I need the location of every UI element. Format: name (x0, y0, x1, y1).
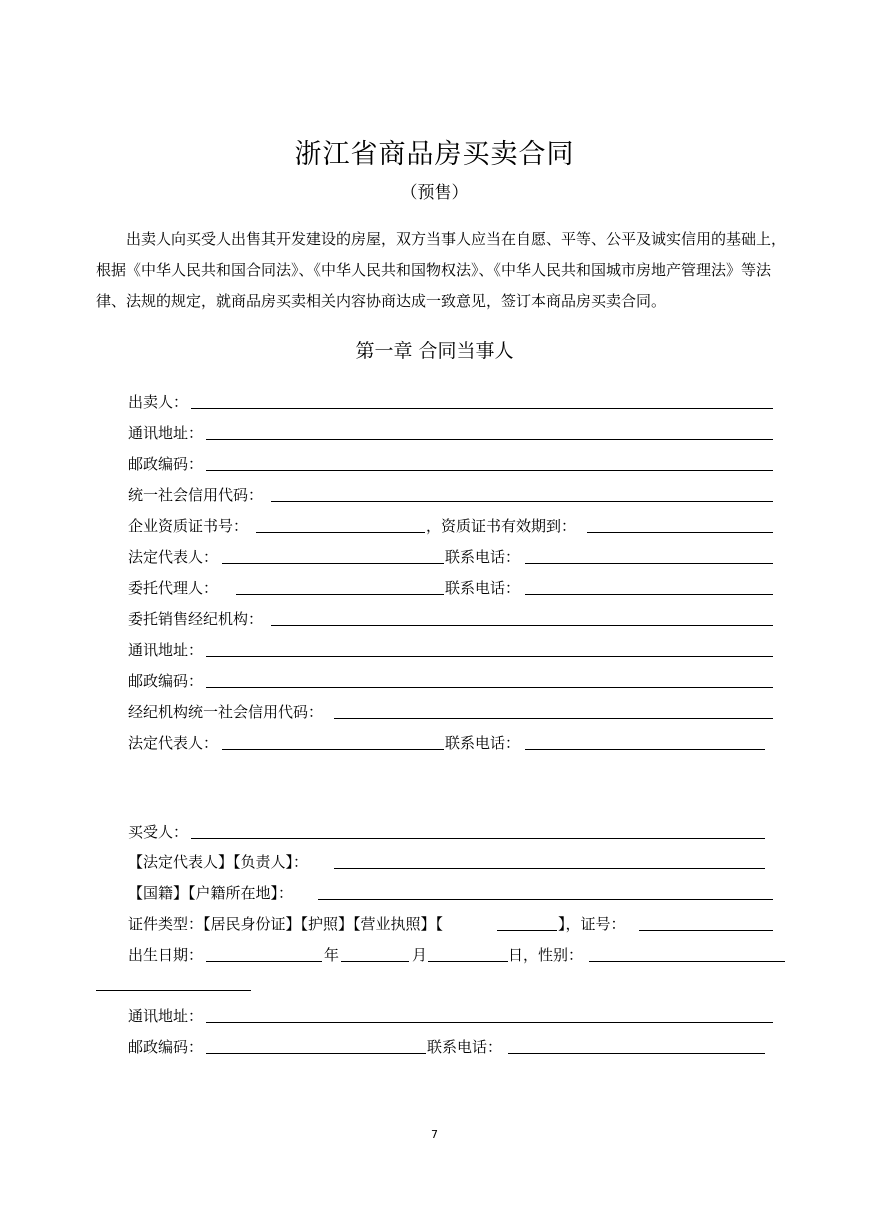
agency-phone-blank[interactable] (525, 749, 765, 750)
field-label: 法定代表人： (128, 548, 219, 566)
field-label: 出卖人： (128, 393, 189, 411)
field-label: 联系电话： (445, 579, 521, 597)
cert-expiry-blank[interactable] (587, 532, 773, 533)
legal-rep-phone-blank[interactable] (525, 563, 773, 564)
field-label: 】，证号： (558, 915, 626, 933)
agency-credit-code-blank[interactable] (334, 718, 773, 719)
agent-phone-blank[interactable] (525, 594, 773, 595)
agency-address-blank[interactable] (206, 656, 773, 657)
birth-year-blank[interactable] (206, 961, 322, 962)
birth-day-blank[interactable] (428, 961, 508, 962)
document-subtitle: （预售） (400, 183, 469, 203)
id-type-other-blank[interactable] (497, 930, 557, 931)
field-label: 联系电话： (445, 734, 521, 752)
agency-legal-rep-blank[interactable] (222, 749, 444, 750)
chapter-heading: 第一章 合同当事人 (355, 340, 514, 362)
field-label: ，资质证书有效期到： (426, 517, 577, 535)
nationality-blank[interactable] (318, 899, 773, 900)
intro-paragraph: 出卖人向买受人出售其开发建设的房屋，双方当事人应当在自愿、平等、公平及诚实信用的基础上，根据《中华人民共和国合同法》、《中华人民共和国物权法》、《中华人民共和国城市房地产管理法》等法律、法规的规定，就商品房买卖相关内容协商达成一致意见，签订本商品房买卖合同。 (96, 230, 787, 310)
field-label: 企业资质证书号： (128, 517, 249, 535)
gender-blank-continued[interactable] (96, 990, 251, 991)
field-label: 通讯地址： (128, 424, 204, 442)
field-label: 通讯地址： (128, 1007, 204, 1025)
birth-month-blank[interactable] (341, 961, 409, 962)
field-label: 邮政编码： (128, 1038, 204, 1056)
field-label: 年 (324, 946, 340, 964)
field-label: 联系电话： (427, 1038, 503, 1056)
legal-rep-blank[interactable] (222, 563, 444, 564)
agency-postcode-blank[interactable] (206, 687, 773, 688)
field-label: 通讯地址： (128, 641, 204, 659)
field-label: 【国籍】【户籍所在地】： (128, 884, 294, 902)
field-label: 统一社会信用代码： (128, 486, 264, 504)
id-number-blank[interactable] (639, 930, 773, 931)
field-label: 法定代表人： (128, 734, 219, 752)
field-label: 日，性别： (508, 946, 584, 964)
field-label: 邮政编码： (128, 672, 204, 690)
field-label: 【法定代表人】【负责人】： (128, 853, 309, 871)
agent-blank[interactable] (236, 594, 444, 595)
field-label: 出生日期： (128, 946, 204, 964)
buyer-postcode-blank[interactable] (206, 1053, 426, 1054)
credit-code-blank[interactable] (271, 501, 773, 502)
cert-no-blank[interactable] (256, 532, 425, 533)
seller-address-blank[interactable] (206, 439, 773, 440)
field-label: 月 (412, 946, 428, 964)
seller-blank[interactable] (191, 408, 773, 409)
buyer-address-blank[interactable] (206, 1022, 773, 1023)
field-label: 经纪机构统一社会信用代码： (128, 703, 324, 721)
buyer-phone-blank[interactable] (508, 1053, 765, 1054)
seller-postcode-blank[interactable] (206, 470, 773, 471)
agency-blank[interactable] (271, 625, 773, 626)
field-label: 证件类型：【居民身份证】【护照】【营业执照】【 (128, 915, 444, 933)
field-label: 邮政编码： (128, 455, 204, 473)
field-label: 买受人： (128, 823, 189, 841)
document-title: 浙江省商品房买卖合同 (294, 139, 575, 170)
field-label: 联系电话： (445, 548, 521, 566)
field-label: 委托销售经纪机构： (128, 610, 264, 628)
field-label: 委托代理人： (128, 579, 219, 597)
buyer-blank[interactable] (191, 838, 765, 839)
gender-blank[interactable] (589, 961, 785, 962)
page-number: 7 (431, 1128, 438, 1141)
buyer-rep-blank[interactable] (334, 868, 765, 869)
